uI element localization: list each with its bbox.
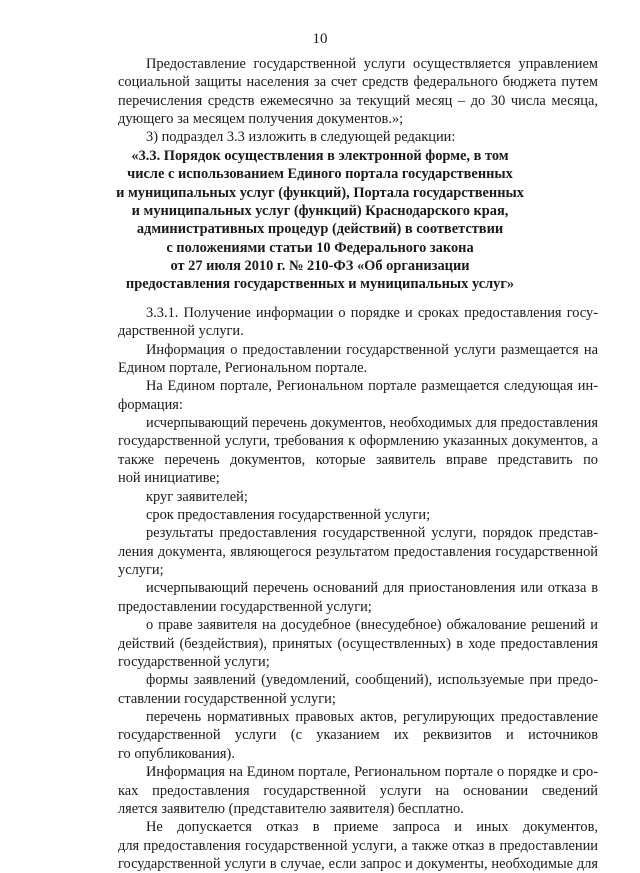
text-line: государственной услуги в случае, если запрос и документы, необходимые для — [118, 856, 598, 872]
section-heading-line: числе с использованием Единого портала государственных — [127, 166, 513, 182]
text-line: формация: — [118, 397, 183, 413]
text-line: дарственной услуги. — [118, 323, 244, 339]
text-line: ления документа, являющегося результатом предоставления государственной — [118, 544, 598, 560]
text-line: предоставлении государственной услуги; — [118, 599, 372, 615]
text-line: Информация о предоставлении государственной услуги размещается на — [146, 342, 598, 358]
text-line: Едином портале, Региональном портале. — [118, 360, 368, 376]
text-line: перечисления средств ежемесячно за текущий месяц – до 30 числа месяца, — [118, 93, 598, 109]
text-line: го опубликования). — [118, 746, 235, 762]
text-line: государственной услуги; — [118, 654, 270, 670]
text-line: формы заявлений (уведомлений, сообщений), используемые при предо- — [146, 672, 598, 688]
text-line: срок предоставления государственной услуги; — [146, 507, 431, 523]
text-line: о праве заявителя на досудебное (внесудебное) обжалование решений и — [146, 617, 598, 633]
text-line: Информация на Едином портале, Региональном портале о порядке и сро- — [146, 764, 598, 780]
text-line: действий (бездействия), принятых (осуществленных) в ходе предоставления — [118, 636, 598, 652]
section-heading-line: административных процедур (действий) в соответствии — [136, 221, 504, 237]
text-line: услуги; — [118, 562, 164, 578]
page-number: 10 — [312, 31, 328, 47]
text-line: результаты предоставления государственной услуги, порядок представ- — [146, 525, 598, 541]
text-line: Предоставление государственной услуги осуществляется управлением — [146, 56, 598, 72]
section-heading-line: предоставления государственных и муниципальных услуг» — [125, 276, 515, 292]
text-line: ставлении государственной услуги; — [118, 691, 336, 707]
text-line: государственной услуги (с указанием их реквизитов и источников — [118, 727, 598, 743]
text-line: На Едином портале, Региональном портале размещается следующая ин- — [146, 378, 598, 394]
text-line: социальной защиты населения за счет средств федерального бюджета путем — [118, 74, 598, 90]
text-line: ляется заявителю (представителю заявителя) бесплатно. — [118, 801, 464, 817]
section-heading-line: «3.3. Порядок осуществления в электронной форме, в том — [131, 148, 509, 164]
text-line: 3) подраздел 3.3 изложить в следующей редакции: — [146, 129, 456, 145]
text-line: государственной услуги, требования к оформлению указанных документов, а — [118, 433, 598, 449]
text-line: исчерпывающий перечень оснований для приостановления или отказа в — [146, 580, 598, 596]
text-line: для предоставления государственной услуги, а также отказ в предоставлении — [118, 838, 598, 854]
section-heading-line: и муниципальных услуг (функций) Краснодарского края, — [131, 203, 509, 219]
text-line: круг заявителей; — [146, 489, 248, 505]
section-heading-line: от 27 июля 2010 г. № 210-ФЗ «Об организации — [170, 258, 470, 274]
text-line: также перечень документов, которые заявитель вправе представить по — [118, 452, 598, 468]
text-line: ках предоставления государственной услуги на основании сведений — [118, 783, 598, 799]
section-heading-line: и муниципальных услуг (функций), Портала государственных — [116, 185, 524, 201]
text-line: перечень нормативных правовых актов, регулирующих предоставление — [146, 709, 598, 725]
section-heading-line: с положениями статьи 10 Федерального закона — [166, 240, 474, 256]
text-line: исчерпывающий перечень документов, необходимых для предоставления — [146, 415, 598, 431]
text-line: 3.3.1. Получение информации о порядке и сроках предоставления госу- — [146, 305, 598, 321]
text-line: Не допускается отказ в приеме запроса и иных документов, — [146, 819, 598, 835]
text-line: дующего за месяцем получения документов.»; — [118, 111, 404, 127]
text-line: ной инициативе; — [118, 470, 220, 486]
